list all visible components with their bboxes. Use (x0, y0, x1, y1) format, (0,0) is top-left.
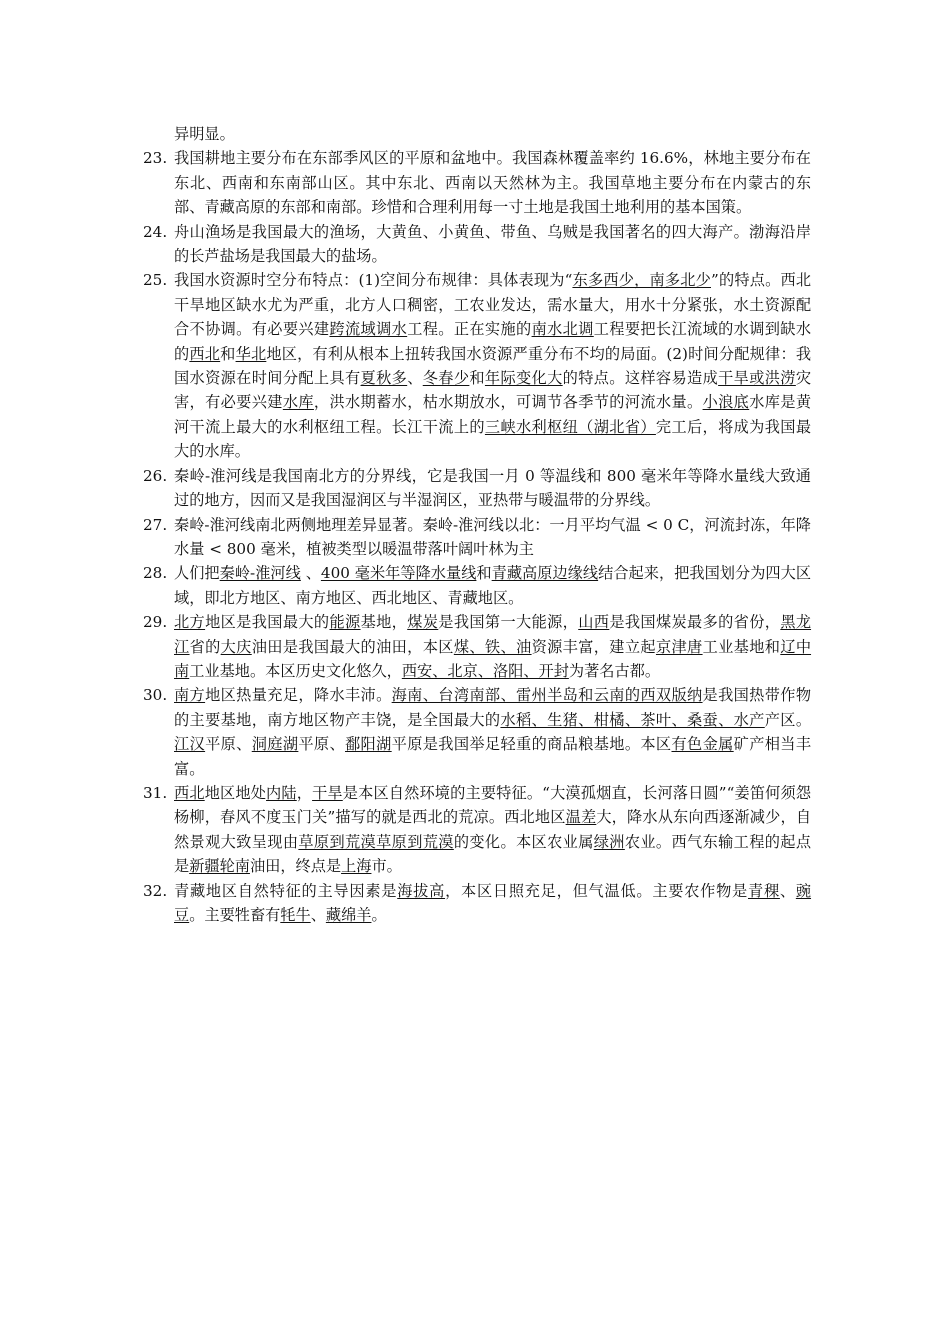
text-segment: 、 (779, 881, 796, 900)
underlined-answer: 绿洲 (593, 832, 625, 851)
underlined-answer: 南方 (174, 686, 206, 705)
underlined-answer: 西北 (189, 344, 221, 363)
underlined-answer: 温差 (565, 808, 597, 827)
text-segment: 秦岭-淮河线南北两侧地理差异显著。秦岭-淮河线以北：一月平均气温 < 0 C，河流封冻，年降水量 < 800 毫米，植被类型以暖温带落叶阔叶林为主 (174, 515, 811, 558)
list-item (143, 146, 811, 219)
item-text (174, 610, 811, 683)
item-text (174, 683, 811, 781)
underlined-answer: 江汉 (174, 735, 206, 754)
text-segment: 资源丰富，建立起 (531, 637, 656, 656)
text-segment: 。 (371, 906, 387, 924)
underlined-answer: 豌豆 (174, 881, 812, 924)
text-segment: 舟山渔场是我国最大的渔场，大黄鱼、小黄鱼、带鱼、乌贼是我国著名的四大海产。渤海沿岸的长芦盐场是我国最大的盐场。 (174, 222, 811, 266)
document-body (143, 122, 811, 927)
underlined-answer: 上海 (341, 857, 372, 876)
underlined-answer: 三峡水利枢纽（湖北省） (484, 417, 656, 436)
text-segment: 是我国第一大能源， (438, 613, 579, 632)
text-segment: 矿产相当丰富。 (174, 735, 812, 778)
text-segment: 平原、 (298, 735, 346, 754)
underlined-answer: 400 毫米年等降水量线 (320, 564, 477, 583)
text-segment: 是我国热带作物的主要基地，南方地区物产丰饶，是全国最大的 (174, 686, 812, 729)
underlined-answer: 煤、铁、油 (453, 637, 532, 656)
text-segment: 、 (310, 906, 326, 924)
numbered-list (143, 146, 811, 927)
text-segment: 、 (300, 564, 321, 583)
underlined-answer: 煤炭 (407, 613, 439, 632)
underlined-answer: 夏秋多 (360, 369, 408, 388)
text-segment: ， (296, 783, 313, 802)
underlined-answer: 海拔高 (397, 881, 446, 900)
text-segment: 地区地处 (204, 783, 267, 802)
list-item (143, 268, 811, 463)
text-segment: 和 (220, 344, 236, 363)
list-item (143, 561, 811, 610)
underlined-answer: 冬春少 (422, 369, 470, 388)
underlined-answer: 年际变化大 (484, 369, 563, 388)
continuation-text: 异明显。 (174, 125, 235, 143)
text-segment: 油田是我国最大的油田，本区 (251, 637, 454, 656)
underlined-answer: 大庆 (220, 637, 252, 656)
underlined-answer: 洞庭湖 (251, 735, 299, 754)
text-segment: 地区热量充足，降水丰沛。 (205, 686, 392, 705)
text-segment: 和 (469, 369, 485, 388)
item-number: 25. (143, 271, 168, 290)
item-number: 32. (143, 881, 168, 900)
underlined-answer: 山西 (578, 613, 610, 632)
underlined-answer: 北方 (174, 613, 206, 632)
underlined-answer: 鄱阳湖 (345, 735, 392, 754)
item-number: 23. (143, 149, 168, 168)
text-segment: ”的特点。西北干旱地区缺水尤为严重，北方人口稠密，工农业发达，需水量大，用水十分紧张，水土资源配合不协调。有必要兴建 (174, 271, 812, 339)
text-segment: 水库是黄河干流上最大的水利枢纽工程。长江干流上的 (174, 393, 812, 436)
text-segment: ，本区日照充足，但气温低。主要农作物是 (445, 881, 748, 900)
underlined-answer: 华北 (235, 344, 267, 363)
item-text (174, 513, 811, 562)
text-segment: 地区，有利从根本上扭转我国水资源严重分布不均的局面。(2)时间分配规律：我国水资源在时间分配上具有 (174, 344, 812, 388)
item-text (174, 781, 811, 879)
list-item (143, 683, 811, 781)
list-item (143, 513, 811, 562)
underlined-answer: 秦岭-淮河线 (219, 564, 301, 583)
underlined-answer: 草原到荒漠草原到荒漠 (298, 832, 454, 851)
text-segment: 的变化。本区农业属 (453, 832, 594, 851)
text-segment: 的特点。这样容易造成 (562, 369, 719, 388)
list-item (143, 464, 811, 513)
underlined-answer: 水稻、生猪、柑橘、茶叶、桑蚕、水产 (500, 710, 765, 729)
item-number: 24. (143, 222, 168, 241)
text-segment: 平原、 (205, 735, 252, 754)
underlined-answer: 京津唐 (655, 637, 703, 656)
text-segment: 、 (407, 369, 423, 388)
list-item (143, 220, 811, 269)
list-item (143, 610, 811, 683)
text-segment: 。主要牲畜有 (189, 906, 281, 924)
text-segment: 青藏地区自然特征的主导因素是 (174, 881, 398, 900)
text-segment: 和 (476, 564, 492, 583)
text-segment: 省的 (189, 637, 221, 656)
text-segment: 是本区自然环境的主要特征。“大漠孤烟直，长河落日圆”“姜笛何须怨杨柳，春风不度玉门关”描写的就是西北的荒凉。西北地区 (174, 783, 812, 827)
text-segment: 完工后，将成为我国最大的水库。 (174, 417, 812, 461)
item-text (174, 464, 811, 513)
item-number: 27. (143, 515, 168, 534)
underlined-answer: 西北 (174, 783, 205, 802)
text-segment: 平原是我国举足轻重的商品粮基地。本区 (391, 735, 672, 754)
underlined-answer: 能源 (329, 613, 361, 632)
underlined-answer: 西安、北京、洛阳、开封 (401, 661, 569, 680)
underlined-answer: 干旱 (312, 783, 343, 802)
text-segment: 市。 (371, 857, 402, 876)
text-segment: 我国耕地主要分布在东部季风区的平原和盆地中。我国森林覆盖率约 16.6%，林地主要分布在东北、西南和东南部山区。其中东北、西南以天然林为主。我国草地主要分布在内蒙古的东部、青藏高原的东部和南部。珍惜和合理利用每一寸土地是我国土地利用的基本国策。 (174, 149, 811, 217)
item-number: 28. (143, 564, 168, 583)
underlined-answer: 青藏高原边缘线 (491, 564, 599, 583)
text-segment: 农业。西气东输工程的起点是 (174, 832, 812, 876)
underlined-answer: 有色金属 (671, 735, 734, 754)
item-text (174, 561, 811, 610)
item-text (174, 146, 811, 219)
underlined-answer: 青稞 (748, 881, 780, 900)
underlined-answer: 内陆 (266, 783, 297, 802)
item-number: 26. (143, 466, 168, 485)
text-segment: 我国水资源时空分布特点：(1)空间分布规律：具体表现为“ (174, 271, 573, 290)
item-number: 29. (143, 613, 168, 632)
underlined-answer: 藏绵羊 (325, 906, 372, 924)
text-segment: 人们把 (174, 564, 220, 583)
underlined-answer: 辽中南 (174, 637, 812, 680)
item-text (174, 879, 811, 928)
text-segment: 工业基地和 (702, 637, 781, 656)
underlined-answer: 东多西少，南多北少 (572, 271, 711, 290)
item-number: 30. (143, 686, 168, 705)
text-segment: 结合起来，把我国划分为四大区域，即北方地区、南方地区、西北地区、青藏地区。 (174, 564, 812, 607)
underlined-answer: 海南、台湾南部、雷州半岛和云南的西双版纳 (391, 686, 703, 705)
text-segment: 灾害，有必要兴建 (174, 369, 812, 412)
text-segment: 地区是我国最大的 (205, 613, 330, 632)
text-segment: 秦岭-淮河线是我国南北方的分界线，它是我国一月 0 等温线和 800 毫米年等降水量线大致通过的地方，因而又是我国湿润区与半湿润区，亚热带与暖温带的分界线。 (174, 466, 811, 510)
text-segment: 基地， (360, 613, 408, 632)
text-segment: 产区。 (764, 710, 812, 729)
list-item (143, 879, 811, 928)
underlined-answer: 黑龙江 (174, 613, 812, 656)
underlined-answer: 干旱或洪涝 (718, 369, 796, 388)
text-segment: 是我国煤炭最多的省份， (609, 613, 781, 632)
item-text (174, 268, 811, 463)
underlined-answer: 小浪底 (702, 393, 750, 412)
underlined-answer: 牦牛 (280, 906, 311, 924)
text-segment: 为著名古都。 (568, 661, 660, 680)
text-segment: 工业基地。本区历史文化悠久， (189, 661, 402, 680)
list-item (143, 781, 811, 879)
item-text (174, 220, 811, 269)
item-number: 31. (143, 783, 168, 802)
text-segment: 工程。正在实施的 (407, 320, 532, 339)
text-segment: ，洪水期蓄水，枯水期放水，可调节各季节的河流水量。 (313, 393, 703, 412)
text-segment: 工程要把长江流域的水调到缺水的 (174, 320, 812, 363)
underlined-answer: 新疆轮南 (189, 857, 250, 876)
text-segment: 油田，终点是 (249, 857, 342, 876)
underlined-answer: 水库 (282, 393, 314, 412)
text-segment: 大，降水从东向西逐渐减少，自然景观大致呈现由 (174, 808, 812, 851)
underlined-answer: 跨流域调水 (329, 320, 408, 339)
underlined-answer: 南水北调 (531, 320, 594, 339)
